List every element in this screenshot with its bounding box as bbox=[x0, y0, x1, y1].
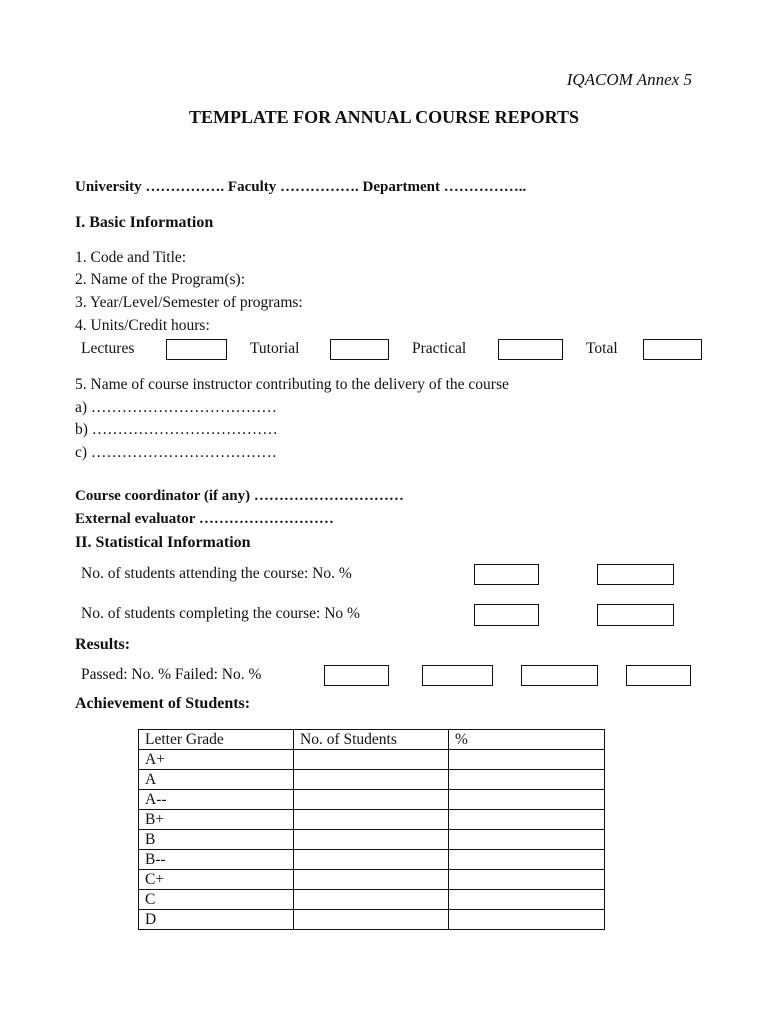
item-year-level: 3. Year/Level/Semester of programs: bbox=[75, 294, 303, 311]
passed-number-input[interactable] bbox=[324, 665, 389, 686]
lectures-input[interactable] bbox=[166, 339, 227, 360]
header-no-of-students: No. of Students bbox=[294, 730, 449, 750]
document-title: TEMPLATE FOR ANNUAL COURSE REPORTS bbox=[188, 107, 580, 127]
tutorial-input[interactable] bbox=[330, 339, 389, 360]
students-cell[interactable] bbox=[294, 890, 449, 910]
practical-input[interactable] bbox=[498, 339, 563, 360]
lectures-label: Lectures bbox=[81, 340, 135, 357]
achievement-heading: Achievement of Students: bbox=[75, 695, 251, 712]
results-heading: Results: bbox=[75, 636, 131, 653]
percent-cell[interactable] bbox=[449, 790, 605, 810]
header-letter-grade: Letter Grade bbox=[139, 730, 294, 750]
item-program-name: 2. Name of the Program(s): bbox=[75, 271, 246, 288]
failed-number-input[interactable] bbox=[521, 665, 598, 686]
completing-percent-input[interactable] bbox=[597, 604, 674, 626]
course-coordinator: Course coordinator (if any) ………………………… bbox=[75, 488, 404, 504]
grades-table bbox=[138, 729, 605, 930]
percent-cell[interactable] bbox=[449, 910, 605, 930]
table-header-row bbox=[139, 730, 605, 750]
basic-info-heading: I. Basic Information bbox=[75, 214, 214, 231]
grade-cell: C+ bbox=[139, 870, 294, 890]
table-row bbox=[139, 890, 605, 910]
grade-cell: B-- bbox=[139, 850, 294, 870]
item-credit-hours: 4. Units/Credit hours: bbox=[75, 317, 210, 334]
students-cell[interactable] bbox=[294, 790, 449, 810]
passed-failed-label: Passed: No. % Failed: No. % bbox=[81, 666, 262, 683]
failed-percent-input[interactable] bbox=[626, 665, 691, 686]
instructor-c: c) ……………………………… bbox=[75, 444, 277, 461]
total-input[interactable] bbox=[643, 339, 702, 360]
attending-percent-input[interactable] bbox=[597, 564, 674, 585]
tutorial-label: Tutorial bbox=[250, 340, 300, 357]
percent-cell[interactable] bbox=[449, 830, 605, 850]
grade-cell: A+ bbox=[139, 750, 294, 770]
table-row bbox=[139, 770, 605, 790]
instructor-heading: 5. Name of course instructor contributing to the delivery of the course bbox=[75, 376, 509, 393]
table-row bbox=[139, 750, 605, 770]
completing-number-input[interactable] bbox=[474, 604, 539, 626]
completing-label: No. of students completing the course: No % bbox=[81, 605, 360, 622]
grade-cell: B+ bbox=[139, 810, 294, 830]
table-row bbox=[139, 850, 605, 870]
instructor-b: b) ……………………………… bbox=[75, 421, 278, 438]
students-cell[interactable] bbox=[294, 830, 449, 850]
students-cell[interactable] bbox=[294, 850, 449, 870]
students-cell[interactable] bbox=[294, 910, 449, 930]
percent-cell[interactable] bbox=[449, 890, 605, 910]
grade-cell: B bbox=[139, 830, 294, 850]
grade-cell: A bbox=[139, 770, 294, 790]
external-evaluator: External evaluator ……………………… bbox=[75, 511, 334, 527]
students-cell[interactable] bbox=[294, 870, 449, 890]
percent-cell[interactable] bbox=[449, 810, 605, 830]
annex-label: IQACOM Annex 5 bbox=[566, 70, 692, 89]
students-cell[interactable] bbox=[294, 750, 449, 770]
practical-label: Practical bbox=[412, 340, 467, 357]
table-row bbox=[139, 870, 605, 890]
attending-number-input[interactable] bbox=[474, 564, 539, 585]
table-row bbox=[139, 830, 605, 850]
item-code-title: 1. Code and Title: bbox=[75, 249, 187, 266]
header-percent: % bbox=[449, 730, 605, 750]
total-label: Total bbox=[586, 340, 618, 357]
percent-cell[interactable] bbox=[449, 750, 605, 770]
passed-percent-input[interactable] bbox=[422, 665, 493, 686]
statistical-info-heading: II. Statistical Information bbox=[75, 534, 251, 551]
students-cell[interactable] bbox=[294, 810, 449, 830]
table-row bbox=[139, 910, 605, 930]
table-row bbox=[139, 790, 605, 810]
attending-label: No. of students attending the course: No. % bbox=[81, 565, 352, 582]
students-cell[interactable] bbox=[294, 770, 449, 790]
grade-cell: C bbox=[139, 890, 294, 910]
instructor-a: a) ……………………………… bbox=[75, 399, 277, 416]
percent-cell[interactable] bbox=[449, 770, 605, 790]
institution-line: University ……………. Faculty ……………. Department …………….. bbox=[75, 179, 527, 195]
table-row bbox=[139, 810, 605, 830]
percent-cell[interactable] bbox=[449, 870, 605, 890]
percent-cell[interactable] bbox=[449, 850, 605, 870]
grade-cell: D bbox=[139, 910, 294, 930]
grade-cell: A-- bbox=[139, 790, 294, 810]
